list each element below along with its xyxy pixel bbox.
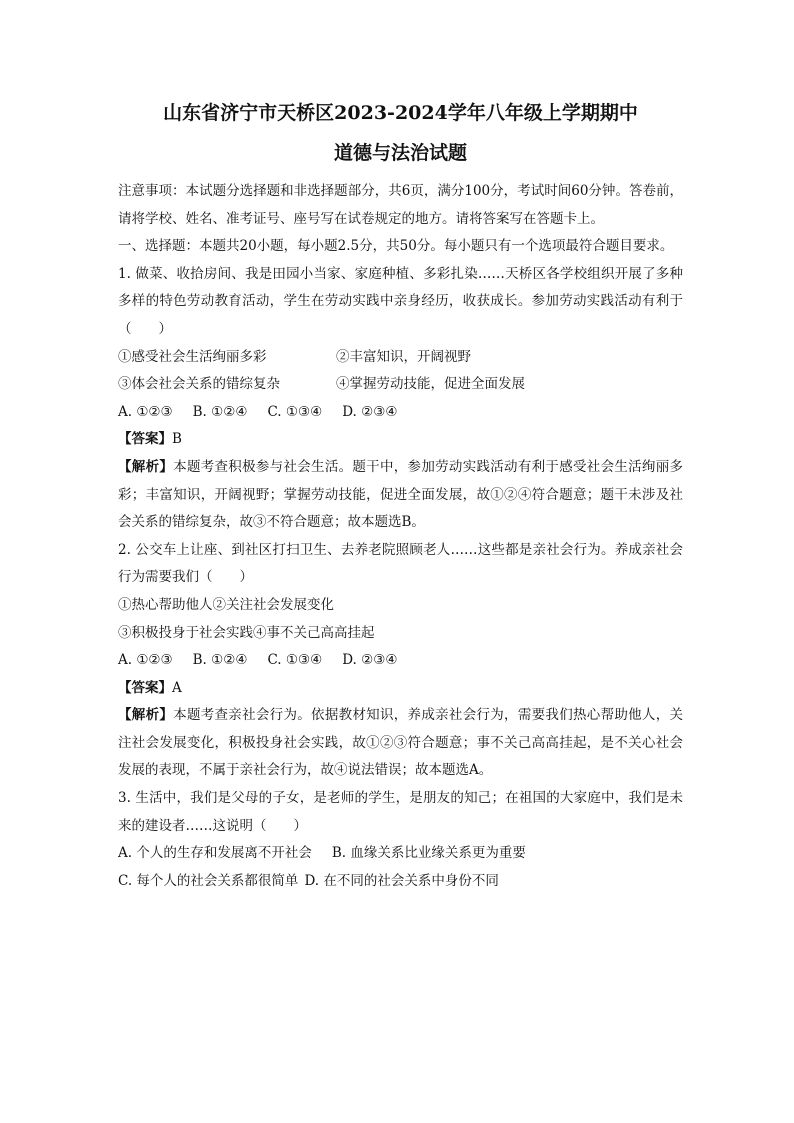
answer-tag: 【答案】: [118, 431, 172, 448]
analysis-text: 本题考查亲社会行为。依据教材知识，养成亲社会行为，需要我们热心帮助他人，关注社会发展变化，积极投身社会实践，故①②③符合题意；事不关己高高挂起，是不关心社会发展的表现，不属于亲社会行为，故④说法错误；故本题选A。: [118, 707, 684, 779]
question-stem: 3. 生活中，我们是父母的子女，是老师的学生，是朋友的知己；在祖国的大家庭中，我们是未来的建设者……这说明（ ）: [118, 790, 683, 834]
question-2: [118, 537, 683, 785]
choice-b: B. 血缘关系比业缘关系更为重要: [331, 845, 526, 862]
answer-line: [118, 675, 683, 703]
page-subtitle: 道德与法治试题: [333, 142, 467, 164]
choice-d: D. 在不同的社会关系中身份不同: [304, 872, 499, 889]
choice-a: A. 个人的生存和发展离不开社会: [118, 845, 312, 862]
choice-a: A. ①②③: [118, 403, 173, 420]
answer-value: B: [172, 431, 182, 448]
choice-row: [118, 647, 683, 675]
question-stem: 2. 公交车上让座、到社区打扫卫生、去养老院照顾老人……这些都是亲社会行为。养成亲社会行为需要我们（ ）: [118, 541, 683, 586]
choice-d: D. ②③④: [342, 403, 398, 420]
choice-a: A. ①②③: [118, 652, 173, 669]
section-heading: 一、选择题：本题共20小题，每小题2.5分，共50分。每小题只有一个选项最符合题目要求。: [118, 238, 674, 255]
question-1: [118, 261, 683, 537]
option-item: ③体会社会关系的错综复杂: [118, 376, 280, 393]
choice-c: C. ①③④: [267, 652, 323, 669]
page-title: 山东省济宁市天桥区2023-2024学年八年级上学期期中: [163, 102, 638, 124]
option-row: [118, 371, 683, 399]
choice-d: D. ②③④: [342, 652, 398, 669]
choice-c: C. ①③④: [267, 403, 323, 420]
choice-c: C. 每个人的社会关系都很简单: [118, 872, 299, 889]
question-stem: 1. 做菜、收拾房间、我是田园小当家、家庭种植、多彩扎染……天桥区各学校组织开展了多种多样的特色劳动教育活动，学生在劳动实践中亲身经历，收获成长。参加劳动实践活动有利于（ ）: [118, 265, 683, 337]
choice-row: [118, 399, 683, 427]
choice-row: [118, 840, 683, 868]
choice-b: B. ①②④: [192, 403, 248, 420]
option-item: ④掌握劳动技能，促进全面发展: [336, 376, 525, 393]
option-item: ①感受社会生活绚丽多彩: [118, 348, 267, 365]
answer-line: [118, 426, 683, 454]
exam-page: [118, 100, 683, 895]
analysis-tag: 【解析】: [118, 707, 174, 724]
question-3: [118, 785, 683, 895]
option-item: ②丰富知识，开阔视野: [336, 348, 471, 365]
notice-paragraph: 注意事项：本试题分选择题和非选择题部分，共6页，满分100分，考试时间60分钟。答卷前，请将学校、姓名、准考证号、座号写在试卷规定的地方。请将答案写在答题卡上。: [118, 183, 683, 227]
choice-b: B. ①②④: [192, 652, 248, 669]
answer-tag: 【答案】: [118, 679, 172, 696]
option-row: ①热心帮助他人②关注社会发展变化: [118, 596, 334, 613]
choice-row: [118, 868, 683, 896]
answer-value: A: [172, 679, 182, 696]
analysis-tag: 【解析】: [118, 458, 174, 475]
option-row: ③积极投身于社会实践④事不关己高高挂起: [118, 624, 375, 641]
analysis-paragraph: [118, 454, 683, 537]
analysis-text: 本题考查积极参与社会生活。题干中，参加劳动实践活动有利于感受社会生活绚丽多彩；丰富知识，开阔视野；掌握劳动技能，促进全面发展，故①②④符合题意；题干未涉及社会关系的错综复杂，故③不符合题意；故本题选B。: [118, 458, 684, 531]
option-row: [118, 344, 683, 372]
analysis-paragraph: [118, 702, 683, 785]
